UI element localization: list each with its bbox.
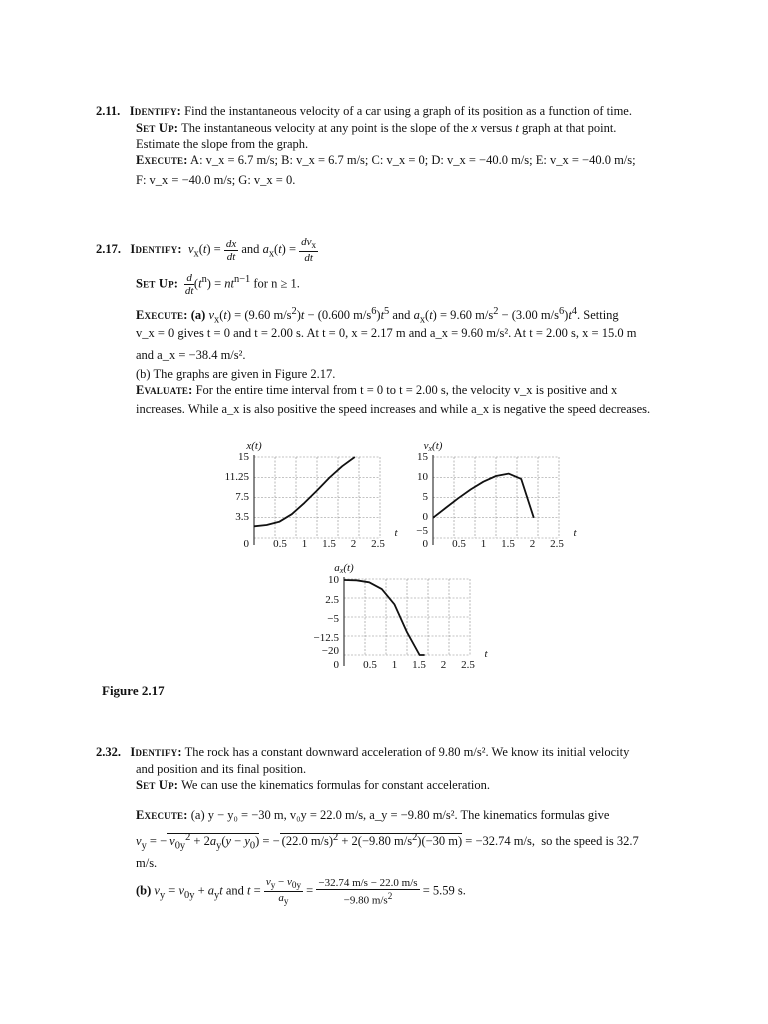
exec-line2-end: so the speed is 32.7 [541, 834, 639, 849]
x-tick-label: 1 [301, 538, 308, 550]
execute-label: Execute: [136, 808, 188, 822]
problem-2-17-execute: Execute: (a) $v_x(t) = (9.60$ $m/s^2)t - (0.600$ $m/s^6)t^5$ and $a_x(t) = 9.60$ $m/s^2 - (3.00$ $m/s^6)t^4$. Setting [136, 306, 619, 326]
data-curve [344, 580, 425, 655]
y-tick-label: 0 [333, 659, 339, 671]
setup-text: We can use the kinematics formulas for constant acceleration. [181, 778, 491, 792]
setup-tail: for n ≥ 1. [253, 276, 300, 291]
part-a: (a) [190, 308, 206, 323]
x-tick-label: 0.5 [273, 538, 287, 550]
setting-text: Setting [583, 308, 619, 323]
b-result: = 5.59 s. [422, 883, 466, 898]
x-axis-label: t [394, 527, 398, 539]
problem-2-32-part-b: (b) $v_y = v_{0y} + a_yt$ and t = $\frac{v_y - v_{0y}}{a_y}$ = $\frac{-32.74 m/s - 22.0 m/s}{-9.80 m/s^2}$ = 5.59 s. [136, 876, 466, 907]
x-axis-label: t [573, 527, 577, 539]
problem-2-17-evaluate-line2: increases. While a_x is also positive the speed increases and while a_x is negative the speed decreases. [136, 402, 651, 416]
problem-2-17-exec-line2: v_x = 0 gives t = 0 and t = 2.00 s. At t = 0, x = 2.17 m and a_x = 9.60 m/s². At t = 2.00 s, x = 15.0 m [136, 326, 637, 340]
x-tick-label: 2.5 [371, 538, 385, 550]
y-tick-label: 0 [422, 511, 428, 523]
identify-label: Identify: [130, 745, 182, 759]
problem-2-11-execute-line2: F: v_x = −40.0 m/s; G: v_x = 0. [136, 173, 296, 187]
dvx-dt-fraction: $\frac{dv_x}{dt}$ [301, 236, 317, 265]
problem-2-17-setup: Set Up: $\frac{d}{dt}$ $(t^n) = nt^{n-1}$ for n ≥ 1. [136, 272, 300, 297]
x-tick-label: 0.5 [452, 538, 466, 550]
execute-label: Execute: [136, 308, 188, 323]
vx-graph [416, 440, 577, 550]
y-tick-label: 0 [243, 538, 249, 550]
t-fraction-numeric: $\frac{-32.74 m/s - 22.0 m/s}{-9.80 m/s^2}$ [318, 876, 418, 907]
x-tick-label: 1 [480, 538, 487, 550]
dx-dt-fraction: $\frac{dx}{dt}$ [225, 237, 237, 263]
problem-2-32-identify [96, 745, 629, 760]
problem-2-32-exec-line2: $v_y$ = − $v_{0y}^2 + 2a_y(y - y_0)$ = − (22.0 m/s)$^2$ + 2(−9.80 $m/s^2)(-30$ m) = −32.74 m/s, so the speed is 32.7 [136, 832, 639, 852]
problem-2-17-exec-line3: and a_x = −38.4 m/s². [136, 348, 246, 362]
problem-2-32-identify-line2: and position and its final position. [136, 762, 307, 776]
problem-2-17-part-b: (b) The graphs are given in Figure 2.17. [136, 367, 336, 381]
x-tick-label: 1.5 [501, 538, 515, 550]
exec-line1: (a) y − y₀ = −30 m, v₀y = 22.0 m/s, a_y = −9.80 m/s². The kinematics formulas give [190, 808, 610, 822]
y-axis-label: x(t) [246, 440, 262, 452]
x-tick-label: 2 [440, 659, 447, 671]
x-tick-label: 2 [529, 538, 536, 550]
y-axis-label: vx(t) [423, 440, 443, 453]
problem-2-17-identify: 2.17. Identify: $v_x(t)$ = $\frac{dx}{dt}$ and $a_x(t)$ = $\frac{dv_x}{dt}$ [96, 236, 317, 265]
y-tick-label: −20 [321, 645, 339, 657]
y-tick-label: 3.5 [235, 511, 249, 523]
problem-2-11-setup: Set Up: The instantaneous velocity at any point is the slope of the x versus t graph at that point. [136, 121, 617, 135]
x-tick-label: 2.5 [461, 659, 475, 671]
and-text: and [241, 241, 260, 256]
evaluate-line1: For the entire time interval from t = 0 to t = 2.00 s, the velocity v_x is positive and x [195, 383, 618, 397]
y-tick-label: 5 [422, 491, 428, 503]
x-tick-label: 1.5 [412, 659, 426, 671]
execute-line1: A: v_x = 6.7 m/s; B: v_x = 6.7 m/s; C: v_x = 0; D: v_x = −40.0 m/s; E: v_x = −40.0 m/s; [190, 153, 636, 167]
problem-2-32-exec-line3: m/s. [136, 856, 158, 870]
identify-text: Find the instantaneous velocity of a car using a graph of its position as a function of time. [184, 104, 632, 118]
y-tick-label: −5 [416, 525, 428, 537]
problem-2-32-setup [136, 778, 490, 793]
data-curve [254, 457, 355, 526]
y-tick-label: 10 [417, 471, 428, 483]
problem-number: 2.11. [96, 104, 121, 118]
y-axis-label: ax(t) [334, 562, 354, 575]
y-tick-label: 15 [417, 451, 428, 463]
y-tick-label: 11.25 [224, 471, 249, 483]
setup-text-b: versus [480, 121, 513, 135]
problem-2-17-evaluate [136, 383, 617, 398]
identify-label: Identify: [129, 104, 182, 118]
setup-text-a: The instantaneous velocity at any point is the slope of the [181, 121, 469, 135]
x-axis-label: t [484, 648, 488, 660]
problem-number: 2.32. [96, 745, 121, 759]
and-text: and [392, 308, 411, 323]
identify-line1: The rock has a constant downward acceleration of 9.80 m/s². We know its initial velocity [184, 745, 630, 759]
y-tick-label: −5 [327, 613, 339, 625]
data-curve [433, 474, 534, 518]
d-dt-fraction: $\frac{d}{dt}$ [184, 272, 194, 297]
x-tick-label: 1 [391, 659, 398, 671]
problem-2-32-execute [136, 808, 609, 823]
problem-2-11-setup-line2: Estimate the slope from the graph. [136, 137, 309, 151]
setup-label: Set Up: [136, 121, 179, 135]
x-tick-label: 2.5 [550, 538, 564, 550]
figure-2-17 [0, 432, 768, 692]
part-b: (b) [136, 883, 152, 898]
x-graph [225, 440, 399, 550]
y-tick-label: 15 [238, 451, 249, 463]
setup-label: Set Up: [136, 276, 179, 291]
setup-text-c: graph at that point. [522, 121, 617, 135]
problem-number: 2.17. [96, 241, 121, 256]
t-fraction-symbolic: $\frac{v_y - v_{0y}}{a_y}$ [265, 876, 302, 907]
figure-caption: Figure 2.17 [102, 683, 165, 698]
x-tick-label: 1.5 [322, 538, 336, 550]
setup-label: Set Up: [136, 778, 179, 792]
identify-label: Identify: [130, 241, 182, 256]
problem-2-11-execute [136, 153, 636, 168]
execute-label: Execute: [136, 153, 188, 167]
y-tick-label: 7.5 [235, 491, 249, 503]
ax-graph [314, 562, 489, 671]
problem-2-11-identify [96, 104, 632, 119]
x-tick-label: 2 [350, 538, 357, 550]
evaluate-label: Evaluate: [136, 383, 193, 397]
y-tick-label: 0 [422, 538, 428, 550]
y-tick-label: 10 [328, 574, 339, 586]
y-tick-label: 2.5 [325, 594, 339, 606]
y-tick-label: −12.5 [313, 632, 339, 644]
x-tick-label: 0.5 [363, 659, 377, 671]
